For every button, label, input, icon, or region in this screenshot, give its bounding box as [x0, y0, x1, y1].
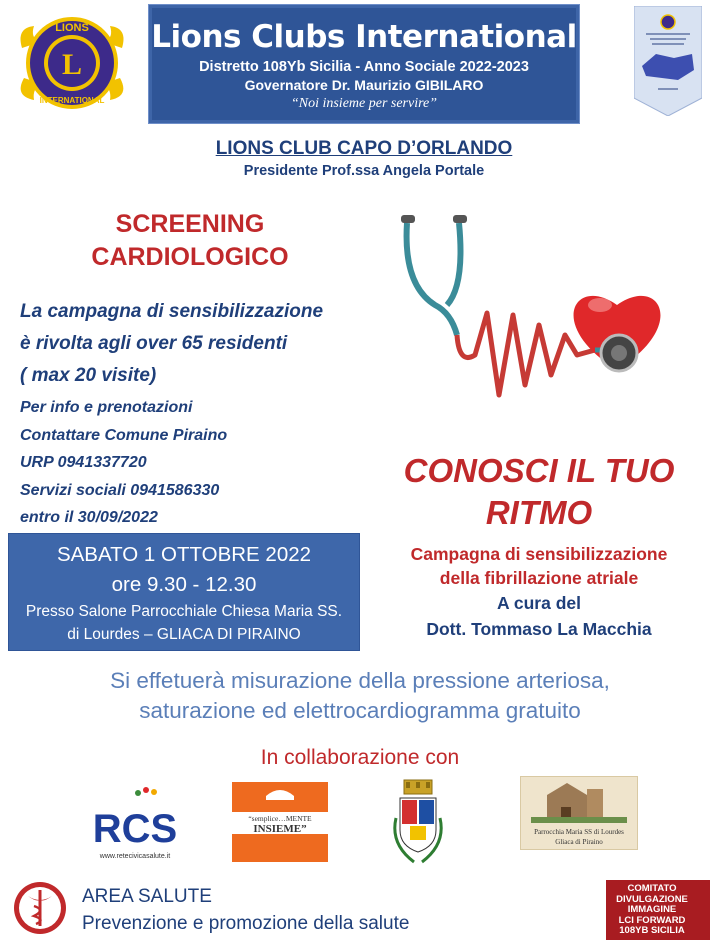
conosci-title-line2: RITMO: [485, 494, 593, 531]
municipal-crest-icon: [390, 778, 446, 868]
campaign-line3: ( max 20 visite): [20, 365, 157, 386]
screening-title-line1: SCREENING: [115, 210, 265, 238]
measurement-line1: Si effetuerà misurazione della pressione arteriosa,: [110, 668, 610, 693]
comitato-line3: IMMAGINE: [627, 904, 677, 915]
conosci-title: [370, 450, 708, 534]
contact-phone-urp: URP 0941337720: [20, 454, 147, 471]
fibrillation-line1: Campagna di sensibilizzazione: [410, 544, 668, 564]
campaign-line1: La campagna di sensibilizzazione: [20, 301, 324, 322]
header-title: Lions Clubs International: [151, 19, 577, 55]
curator-block: [368, 590, 710, 642]
area-salute-title: AREA SALUTE: [82, 886, 212, 907]
fibrillation-campaign: [368, 542, 710, 590]
header-motto: “Noi insieme per servire”: [290, 96, 438, 111]
campaign-description: [20, 296, 400, 392]
event-time: ore 9.30 - 12.30: [111, 573, 257, 596]
rcs-logo-url: www.retecivicasalute.it: [99, 853, 171, 860]
event-date: SABATO 1 OTTOBRE 2022: [56, 543, 312, 566]
comitato-line5: 108YB SICILIA: [619, 925, 685, 936]
measurement-line2: saturazione ed elettrocardiogramma gratuito: [139, 698, 581, 723]
lions-logo-ring-text: INTERNATIONAL: [39, 96, 105, 105]
event-details-box: [8, 533, 360, 651]
insieme-logo-small: “semplice…MENTE: [248, 814, 312, 823]
collaboration-label: In collaborazione con: [260, 746, 460, 769]
header-district: Distretto 108Yb Sicilia - Anno Sociale 2022-2023: [199, 59, 529, 75]
screening-title-line2: CARDIOLOGICO: [91, 243, 289, 271]
doctor-name: Dott. Tommaso La Macchia: [426, 619, 652, 639]
insieme-logo: [232, 782, 328, 862]
caduceus-icon: [12, 880, 68, 936]
lions-logo: [12, 8, 132, 118]
contact-line1: Per info e prenotazioni: [20, 399, 193, 416]
comitato-line1: COMITATO: [627, 883, 677, 894]
screening-title: [40, 208, 340, 274]
header-banner: [148, 4, 580, 124]
rcs-logo: [92, 784, 178, 862]
comitato-line2: DIVULGAZIONE: [616, 893, 688, 905]
header-governor: Governatore Dr. Maurizio GIBILARO: [244, 77, 484, 93]
lions-logo-letter: L: [61, 48, 83, 81]
event-place-line1: Presso Salone Parrocchiale Chiesa Maria SS.: [25, 603, 343, 620]
contact-info: [20, 394, 380, 532]
lions-logo-text: LIONS: [55, 22, 89, 34]
comitato-line4: LCI FORWARD: [618, 914, 686, 926]
comitato-logo: [606, 880, 710, 940]
curator-label: A cura del: [497, 593, 581, 613]
contact-deadline: entro il 30/09/2022: [20, 509, 158, 526]
parish-logo: [520, 776, 638, 850]
parish-logo-line1: Parrocchia Maria SS di Lourdes: [534, 828, 624, 836]
measurement-info: [20, 666, 700, 726]
club-president: Presidente Prof.ssa Angela Portale: [243, 163, 485, 179]
stethoscope-heart-illustration: [395, 205, 695, 415]
campaign-line2: è rivolta agli over 65 residenti: [20, 333, 288, 354]
event-place-line2: di Lourdes – GLIACA DI PIRAINO: [67, 626, 301, 643]
conosci-title-line1: CONOSCI IL TUO: [403, 452, 675, 489]
district-pennant-image: [634, 6, 702, 116]
parish-logo-line2: Gliaca di Piraino: [555, 838, 603, 846]
area-salute-subtitle: Prevenzione e promozione della salute: [82, 913, 410, 934]
contact-line2: Contattare Comune Piraino: [20, 426, 228, 444]
contact-phone-social: Servizi sociali 0941586330: [20, 481, 220, 499]
rcs-logo-text: RCS: [92, 807, 178, 851]
insieme-logo-big: INSIEME”: [253, 823, 307, 835]
club-name: LIONS CLUB CAPO D’ORLANDO: [215, 138, 513, 159]
fibrillation-line2: della fibrillazione atriale: [439, 568, 639, 588]
